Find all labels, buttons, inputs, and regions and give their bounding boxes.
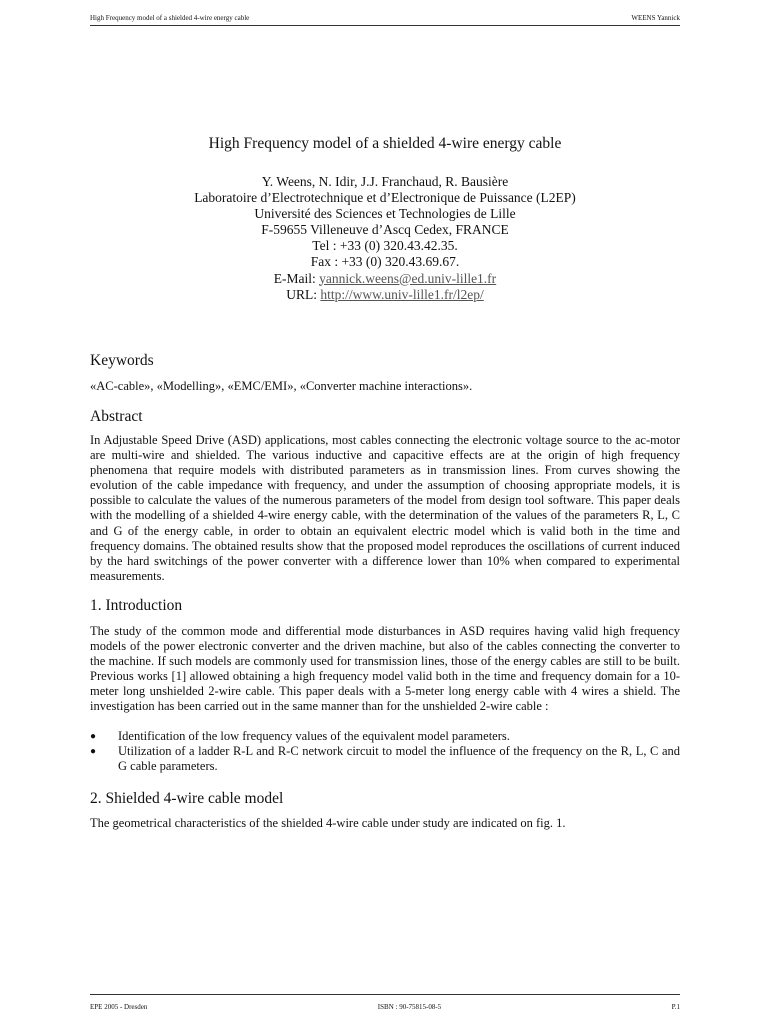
abstract-paragraph: In Adjustable Speed Drive (ASD) applications, most cables connecting the electronic voltage source to the ac-motor are multi-wire and shielded. The various inductive and capacitive effects are at the origin of high frequency phenomena that require models with distributed parameters as in transmission lines. From curves showing the evolution of the cable impedance with frequency, and under the assumption of choosing appropriate models, it is possible to calculate the values of the numerous parameters of the model from design tool software. This paper deals with the modelling of a shielded 4-wire energy cable, with the determination of the values of the parameters R, L, C and G of the energy cable, in order to obtain an equivalent electric model which is valid both in the time and frequency domains. The obtained results show that the proposed model reproduces the oscillations of current induced by the hard switchings of the power converter with a difference lower than 10% when compared to experimental measurements. [90, 433, 680, 583]
section2-heading: 2. Shielded 4-wire cable model [90, 790, 284, 807]
author-fax: Fax : +33 (0) 320.43.69.67. [310, 254, 460, 270]
keywords-heading: Keywords [90, 352, 154, 369]
author-tel: Tel : +33 (0) 320.43.42.35. [312, 238, 458, 254]
section2-text: The geometrical characteristics of the shielded 4-wire cable under study are indicated on fig. 1. [90, 816, 566, 830]
author-block [90, 174, 680, 303]
bullet-text: Identification of the low frequency values of the equivalent model parameters. [118, 729, 510, 743]
list-item [90, 744, 680, 774]
introduction-heading: 1. Introduction [90, 597, 183, 614]
author-url-line [90, 287, 680, 303]
running-footer [90, 994, 680, 1011]
header-title: High Frequency model of a shielded 4-wire energy cable [90, 14, 250, 22]
bullet-icon: ● [90, 731, 97, 742]
bullet-icon: ● [90, 746, 97, 758]
list-item [90, 729, 680, 744]
footer-isbn: ISBN : 90-75815-08-5 [377, 1003, 442, 1011]
header-author: WEENS Yannick [631, 14, 680, 22]
introduction-bullets [90, 729, 680, 774]
keywords-text: «AC-cable», «Modelling», «EMC/EMI», «Converter machine interactions». [90, 379, 473, 393]
email-label: E-Mail: [273, 270, 320, 286]
running-header [90, 14, 680, 26]
author-names: Y. Weens, N. Idir, J.J. Franchaud, R. Bausière [261, 174, 509, 189]
author-address: F-59655 Villeneuve d’Ascq Cedex, FRANCE [261, 222, 509, 238]
author-lab: Laboratoire d’Electrotechnique et d’Electronique de Puissance (L2EP) [194, 190, 576, 206]
abstract-heading: Abstract [90, 408, 143, 425]
paper-title: High Frequency model of a shielded 4-wire energy cable [208, 135, 562, 152]
footer-conference: EPE 2005 - Dresden [90, 1003, 148, 1011]
introduction-paragraph: The study of the common mode and differential mode disturbances in ASD requires having valid high frequency models of the power electronic converter and the driven machine, but also of the cables connecting the converter to the machine. If such models are commonly used for transmission lines, those of the energy cables are still to be built. Previous works [1] allowed obtaining a high frequency model valid both in the time and frequency domain for a 10-meter long unshielded 2-wire cable. This paper deals with a 5-meter long energy cable with 4 wires a shield. The investigation has been carried out in the same manner than for the unshielded 2-wire cable : [90, 624, 680, 714]
url-label: URL: [286, 286, 321, 302]
email-link[interactable]: yannick.weens@ed.univ-lille1.fr [319, 270, 497, 286]
author-university: Université des Sciences et Technologies de Lille [254, 206, 516, 222]
url-link[interactable]: http://www.univ-lille1.fr/l2ep/ [320, 286, 484, 302]
introduction-text [90, 624, 680, 715]
footer-page-number: P.1 [671, 1003, 680, 1011]
bullet-text: Utilization of a ladder R-L and R-C network circuit to model the influence of the frequency on the R, L, C and G cable parameters. [118, 744, 680, 774]
author-email-line [90, 271, 680, 287]
abstract-text [90, 433, 680, 584]
